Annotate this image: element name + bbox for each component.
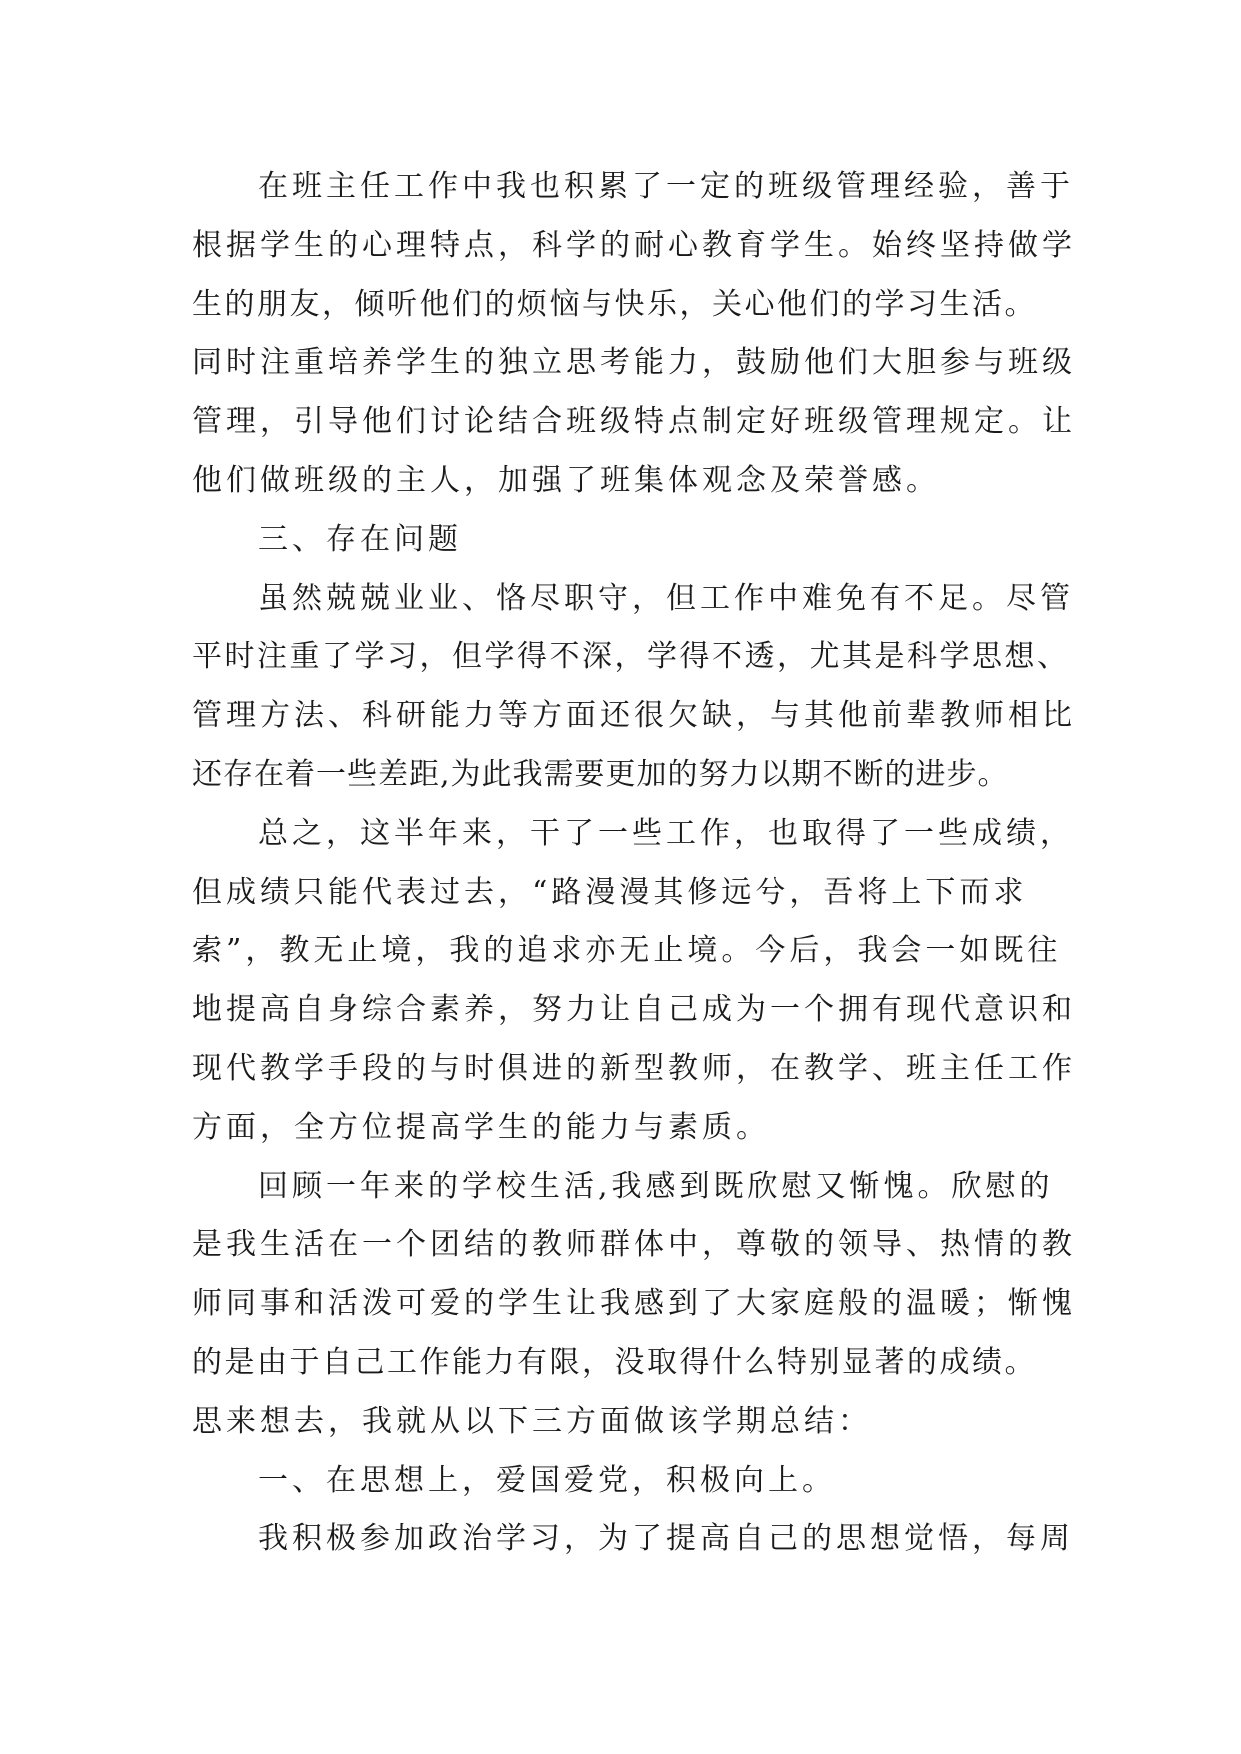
text-line: 的是由于自己工作能力有限，没取得什么特别显著的成绩。: [192, 1344, 1037, 1380]
text-line: 师同事和活泼可爱的学生让我感到了大家庭般的温暖；惭愧: [192, 1286, 1076, 1322]
section-heading: 一、在思想上，爱国爱党，积极向上。: [258, 1462, 836, 1498]
document-body: [192, 158, 1076, 1569]
section-heading: 三、存在问题: [258, 521, 462, 557]
text-line: 虽然兢兢业业、恪尽职守，但工作中难免有不足。尽管: [258, 580, 1074, 616]
text-line: 总之，这半年来，干了一些工作，也取得了一些成绩，: [258, 815, 1074, 851]
text-line: 根据学生的心理特点，科学的耐心教育学生。始终坚持做学: [192, 227, 1076, 263]
text-line: 生的朋友，倾听他们的烦恼与快乐，关心他们的学习生活。: [192, 286, 1037, 322]
text-line: 是我生活在一个团结的教师群体中，尊敬的领导、热情的教: [192, 1227, 1076, 1263]
text-line: 平时注重了学习，但学得不深，学得不透，尤其是科学思想、: [192, 639, 1070, 675]
text-line: 但成绩只能代表过去，“路漫漫其修远兮，吾将上下而求: [192, 874, 1028, 910]
text-line: 现代教学手段的与时俱进的新型教师，在教学、班主任工作: [192, 1050, 1076, 1086]
text-line: 思来想去，我就从以下三方面做该学期总结：: [192, 1403, 872, 1439]
text-line: 地提高自身综合素养，努力让自己成为一个拥有现代意识和: [192, 992, 1076, 1028]
text-line: 方面，全方位提高学生的能力与素质。: [192, 1109, 770, 1145]
text-line: 在班主任工作中我也积累了一定的班级管理经验，善于: [258, 169, 1074, 204]
text-line: 同时注重培养学生的独立思考能力，鼓励他们大胆参与班级: [192, 345, 1076, 381]
text-line: 还存在着一些差距,为此我需要更加的努力以期不断的进步。: [192, 756, 1009, 792]
text-line: 我积极参加政治学习，为了提高自己的思想觉悟，每周: [258, 1521, 1074, 1557]
text-line: 管理，引导他们讨论结合班级特点制定好班级管理规定。让: [192, 404, 1076, 440]
text-line: 回顾一年来的学校生活,我感到既欣慰又惭愧。欣慰的: [258, 1168, 1054, 1204]
text-line: 他们做班级的主人，加强了班集体观念及荣誉感。: [192, 462, 940, 498]
text-line: 管理方法、科研能力等方面还很欠缺，与其他前辈教师相比: [192, 698, 1076, 734]
text-line: 索”，教无止境，我的追求亦无止境。今后，我会一如既往: [192, 933, 1062, 969]
